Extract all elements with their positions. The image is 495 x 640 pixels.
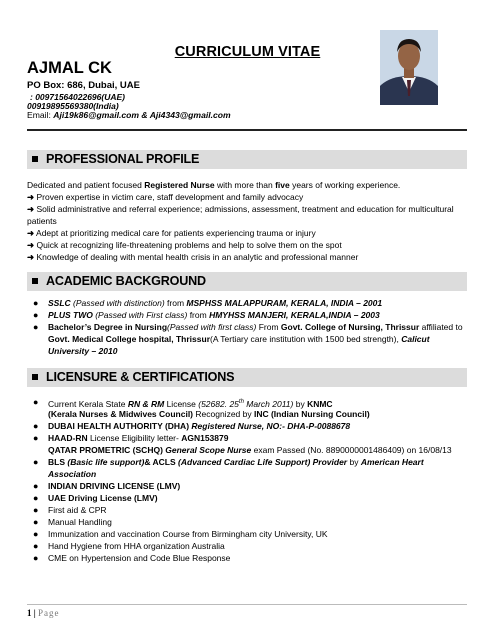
bullet-icon: ● (33, 457, 39, 467)
section-professional-profile (27, 150, 467, 169)
address: PO Box: 686, Dubai, UAE (27, 80, 140, 91)
email-label: Email: (27, 110, 51, 120)
bullet-icon: ● (33, 553, 39, 563)
license-kerala-cont: (Kerala Nurses & Midwives Council) Recognized by INC (Indian Nursing Council) (48, 409, 370, 419)
cert-item: Immunization and vaccination Course from Birmingham city University, UK (48, 529, 328, 539)
license-uae-driving: UAE Driving License (LMV) (48, 493, 158, 503)
license-bls-acls-cont: Association (48, 469, 97, 479)
bullet-icon: ● (33, 493, 39, 503)
bullet-icon: ● (33, 541, 39, 551)
profile-intro: Dedicated and patient focused Registered Nurse with more than five years of working experience. (27, 180, 401, 190)
bullet-icon: ● (33, 298, 39, 308)
email-value: Aji19k86@gmail.com & Aji4343@gmail.com (53, 110, 231, 120)
license-bls-acls: BLS (Basic life support)& ACLS (Advanced Cardiac Life Support) Provider by American Heart (48, 457, 424, 467)
profile-point-continued: patients (27, 216, 57, 226)
arrow-icon: ➜ (27, 192, 35, 202)
academic-bachelor-cont: Govt. Medical College hospital, Thrissur(A Tertiary care institution with 1500 bed strength), Calicut (48, 334, 430, 344)
section-bullet-icon (32, 156, 38, 162)
profile-point: ➜ Proven expertise in victim care, staff development and family advocacy (27, 192, 304, 202)
license-indian-driving: INDIAN DRIVING LICENSE (LMV) (48, 481, 181, 491)
section-heading: ACADEMIC BACKGROUND (46, 274, 206, 288)
license-kerala: Current Kerala State RN & RM License (52682. 25th March 2011) by KNMC (48, 398, 333, 409)
applicant-name: AJMAL CK (27, 59, 112, 77)
section-bullet-icon (32, 278, 38, 284)
cert-item: First aid & CPR (48, 505, 107, 515)
section-bullet-icon (32, 374, 38, 380)
bullet-icon: ● (33, 529, 39, 539)
section-licensure (27, 368, 467, 387)
section-heading: PROFESSIONAL PROFILE (46, 152, 200, 166)
cert-item: Manual Handling (48, 517, 112, 527)
section-academic-background (27, 272, 467, 291)
cert-item: CME on Hypertension and Code Blue Response (48, 553, 231, 563)
academic-bachelor: Bachelor’s Degree in Nursing(Passed with first class) From Govt. College of Nursing, Thrissur affiliated to (48, 322, 463, 332)
bullet-icon: ● (33, 421, 39, 431)
section-heading: LICENSURE & CERTIFICATIONS (46, 370, 235, 384)
profile-point: ➜ Quick at recognizing life-threatening problems and help to solve them on the spot (27, 240, 342, 250)
header-divider (27, 129, 467, 131)
profile-photo (380, 30, 438, 105)
bullet-icon: ● (33, 397, 39, 407)
phone-india: 00919895569380(India) (27, 101, 119, 111)
arrow-icon: ➜ (27, 204, 35, 214)
academic-plus-two: PLUS TWO (Passed with First class) from HMYHSS MANJERI, KERALA,INDIA – 2003 (48, 310, 380, 320)
phone-uae: : 00971564022696(UAE) (30, 92, 125, 102)
page-number: 1 (27, 608, 32, 618)
page-label: Page (37, 608, 60, 618)
bullet-icon: ● (33, 481, 39, 491)
bullet-icon: ● (33, 505, 39, 515)
license-dha: DUBAI HEALTH AUTHORITY (DHA) Registered Nurse, NO:- DHA-P-0088678 (48, 421, 351, 431)
bullet-icon: ● (33, 310, 39, 320)
profile-point: ➜ Solid administrative and referral experience; admissions, assessment, treatment and education for multicultural (27, 204, 454, 214)
academic-sslc: SSLC (Passed with distinction) from MSPHSS MALAPPURAM, KERALA, INDIA – 2001 (48, 298, 383, 308)
license-haad: HAAD-RN License Eligibility letter- AGN153879 (48, 433, 229, 443)
bullet-icon: ● (33, 517, 39, 527)
page-footer: 1 | Page (27, 608, 60, 618)
email-line (27, 110, 231, 120)
arrow-icon: ➜ (27, 252, 35, 262)
cert-item: Hand Hygiene from HHA organization Australia (48, 541, 225, 551)
license-qatar: QATAR PROMETRIC (SCHQ) General Scope Nurse exam Passed (No. 8890000001486409) on 16/08/13 (48, 445, 452, 455)
academic-bachelor-cont: University – 2010 (48, 346, 118, 356)
arrow-icon: ➜ (27, 240, 35, 250)
cv-title: CURRICULUM VITAE (174, 44, 321, 60)
arrow-icon: ➜ (27, 228, 35, 238)
profile-point: ➜ Adept at prioritizing medical care for patients experiencing trauma or injury (27, 228, 316, 238)
footer-divider (27, 604, 467, 605)
profile-point: ➜ Knowledge of dealing with mental health crisis in an analytic and professional manner (27, 252, 359, 262)
bullet-icon: ● (33, 433, 39, 443)
bullet-icon: ● (33, 322, 39, 332)
